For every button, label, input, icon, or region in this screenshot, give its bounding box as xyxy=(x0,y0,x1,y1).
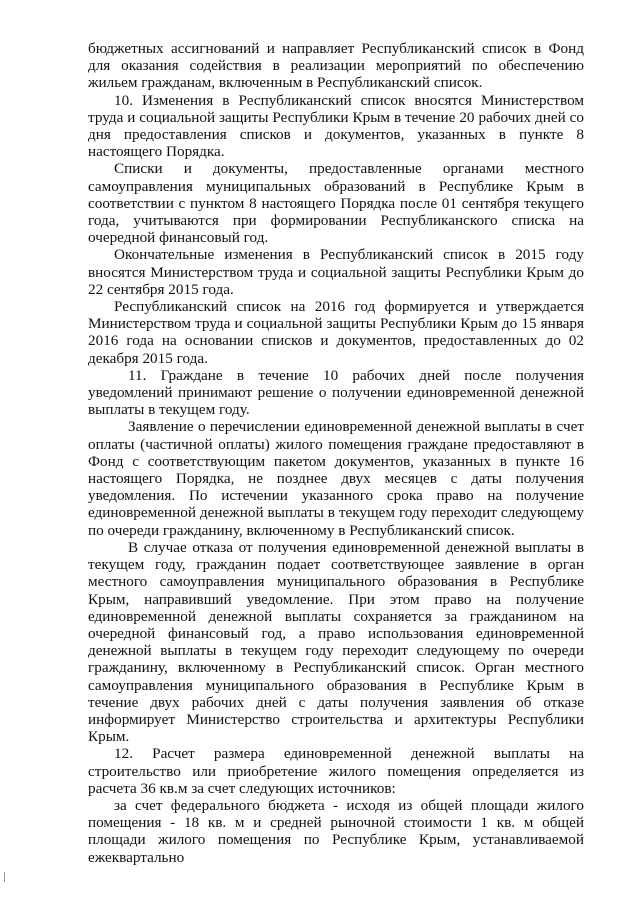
paragraph-item-10: 10. Изменения в Республиканский список вносятся Министерством труда и социальной защиты Республики Крым в течение 20 рабочих дней со дня предоставления списков и документов, указанных в пункте 8 настоящего Порядка. xyxy=(88,91,584,161)
paragraph-item-11: 11. Граждане в течение 10 рабочих дней после получения уведомлений принимают решение о получении единовременной денежной выплаты в текущем году. xyxy=(88,366,584,419)
paragraph-payment-application: Заявление о перечислении единовременной денежной выплаты в счет оплаты (частичной оплаты) жилого помещения граждане предоставляют в Фонд с соответствующим пакетом документов, указанных в пункте 16 настоящего Порядка, не позднее двух месяцев с даты получения уведомления. По истечении указанного срока право на получение единовременной денежной выплаты в текущем году переходит следующему по очереди гражданину, включенному в Республиканский список. xyxy=(88,418,584,539)
paragraph-1: бюджетных ассигнований и направляет Республиканский список в Фонд для оказания содействия в реализации мероприятий по обеспечению жильем гражданам, включенным в Республиканский список. xyxy=(88,40,584,92)
paragraph-list-2016: Республиканский список на 2016 год формируется и утверждается Министерством труда и социальной защиты Республики Крым до 15 января 2016 года на основании списков и документов, предоставленных до 02 декабря 2015 года. xyxy=(88,298,584,367)
paragraph-lists-after-september: Списки и документы, предоставленные органами местного самоуправления муниципальных образований в Республике Крым в соответствии с пунктом 8 настоящего Порядка после 01 сентября текущего года, учитываются при формировании Республиканского списка на очередной финансовый год. xyxy=(88,160,584,247)
paragraph-item-12: 12. Расчет размера единовременной денежной выплаты на строительство или приобретение жилого помещения определяется из расчета 36 кв.м за счет следующих источников: xyxy=(88,745,584,797)
document-page xyxy=(88,40,584,866)
scan-edge-mark xyxy=(4,872,9,882)
paragraph-refusal: В случае отказа от получения единовременной денежной выплаты в текущем году, гражданин подает соответствующее заявление в орган местного самоуправления муниципального образования в Республике Крым, направивший уведомление. При этом право на получение единовременной денежной выплаты сохраняется за гражданином на очередной финансовый год, а право использования единовременной денежной выплаты в текущем году переходит следующему по очереди гражданину, включенному в Республиканский список. Орган местного самоуправления муниципального образования в Республике Крым в течение двух рабочих дней с даты получения заявления об отказе информирует Министерство строительства и архитектуры Республики Крым. xyxy=(88,538,584,746)
paragraph-federal-budget: за счет федерального бюджета - исходя из общей площади жилого помещения - 18 кв. м и средней рыночной стоимости 1 кв. м общей площади жилого помещения по Республике Крым, устанавливаемой ежеквартально xyxy=(88,796,584,866)
paragraph-final-changes-2015: Окончательные изменения в Республиканский список в 2015 году вносятся Министерством труда и социальной защиты Республики Крым до 22 сентября 2015 года. xyxy=(88,246,584,298)
